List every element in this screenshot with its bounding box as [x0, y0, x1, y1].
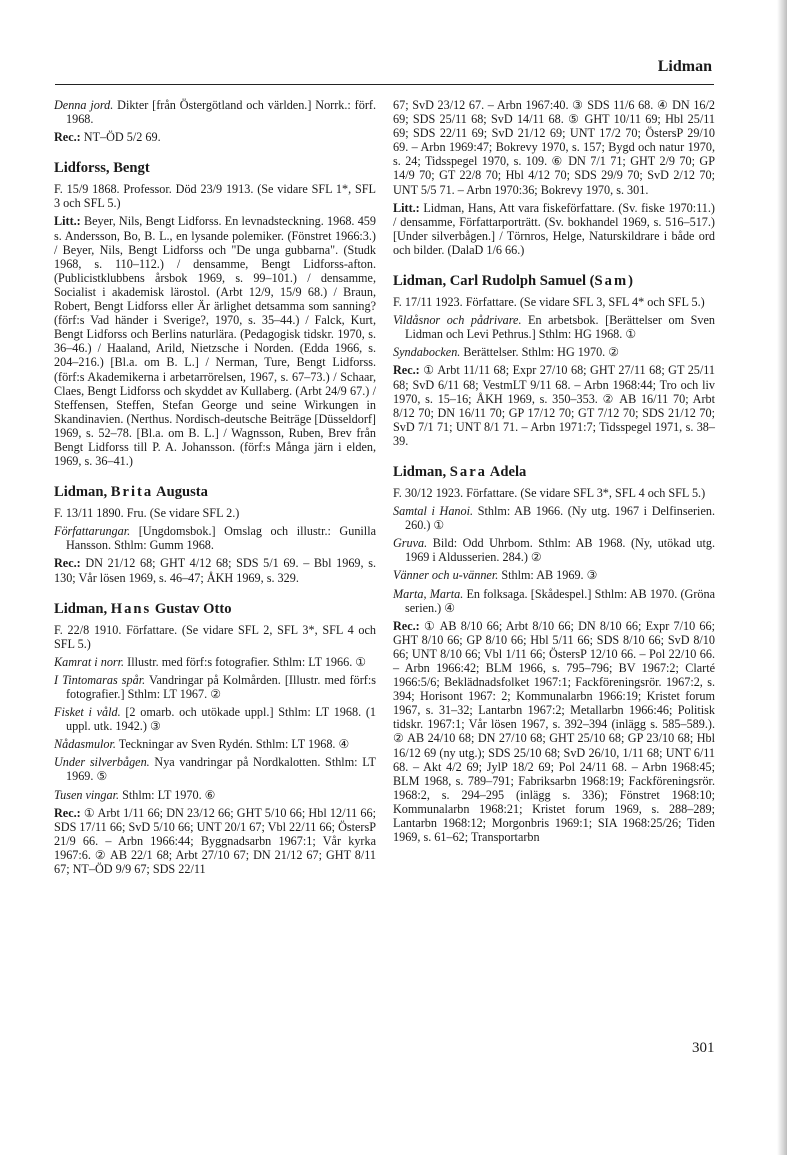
work-entry: Syndabocken. Berättelser. Sthlm: HG 1970. ② [393, 345, 620, 360]
bio-line: F. 30/12 1923. Författare. (Se vidare SFL 3*, SFL 4 och SFL 5.) [393, 485, 706, 500]
bio-line: F. 15/9 1868. Professor. Död 23/9 1913. (Se vidare SFL 1*, SFL 3 och SFL 5.) [54, 182, 376, 211]
work-entry: Under silverbågen. Nya vandringar på Nordkalotten. Sthlm: LT 1969. ⑤ [54, 755, 376, 784]
bio-line: F. 13/11 1890. Fru. (Se vidare SFL 2.) [54, 506, 240, 521]
work-entry: Samtal i Hanoi. Sthlm: AB 1966. (Ny utg. 1967 i Delfinserien. 260.) ① [393, 504, 715, 533]
work-entry: Marta, Marta. En folksaga. [Skådespel.] Sthlm: AB 1970. (Gröna serien.) ④ [393, 586, 715, 615]
review-list: Rec.: ① AB 8/10 66; Arbt 8/10 66; DN 8/10 66; Expr 7/10 66; GHT 8/10 66; GP 8/10 66; Hbl 5/11 66; SDS 8/10 66; SvD 8/10 66; UNT 8/10 66; Vbl 1/11 66; ÖstersP 12/10 66. – Pol 22/10 66. – Arbn 1966:42; BLM 1966, s. 795–796; BV 1967:2; Clarté 1966:5/6; Beklädnadsfolket 1967:1; Fackföreningsrör. 1967:2, s. 394; Horisont 1967: 2; Kommunalarbn 1966:19; Kristet forum 1967, s. 31–32; Lantarbn 1967:2; Metallarbn 1966:46; Politisk tidskr. 1967:1; Vår lösen 1967, s. 392–394 (inlägg s. 585–589.). ② AB 24/10 68; DN 27/10 68; GHT 25/10 68; GP 23/10 68; Hbl 16/12 69 (ny utg.); SDS 25/10 68; SvD 26/10, 1/11 68; UNT 6/11 68. – Akt 4/2 69; JylP 18/2 69; Pol 24/11 68. – Arbn 1968:45; BLM 1968, s. 789–791; Fabriksarbn 1968:19; Fackföreningsrör. 1968:2, s. 294–295 (inlägg s. 336); Fönstret 1968:10; Kommunalarbn 1968:21; Kristet forum 1969, s. 288–289; Lantarbn 1968:12; Morgonbris 1969:1; SIA 1968:25/26; Tiden 1969, s. 61–62; Transportarbn [393, 618, 715, 845]
review-list: Rec.: ① Arbt 1/11 66; DN 23/12 66; GHT 5/10 66; Hbl 12/11 66; SDS 17/11 66; SvD 5/10 66; UNT 20/1 67; Vbl 22/11 66; ÖstersP 21/9 66. – Arbn 1966:44; Byggnadsarbn 1967:1; Vår kyrka 1967:6. ② AB 22/1 68; Arbt 27/10 67; DN 21/12 67; GHT 8/11 67; NT–ÖD 9/9 67; SDS 22/11 [54, 805, 376, 877]
left-column [54, 98, 376, 880]
work-entry: Kamrat i norr. Illustr. med förf:s fotografier. Sthlm: LT 1966. ① [54, 654, 367, 669]
work-entry: Vänner och u-vänner. Sthlm: AB 1969. ③ [393, 568, 598, 583]
work-entry: Tusen vingar. Sthlm: LT 1970. ⑥ [54, 787, 216, 802]
review-list: Rec.: NT–ÖD 5/2 69. [54, 130, 161, 145]
header-rule [55, 84, 714, 85]
work-entry: Denna jord. Dikter [från Östergötland och världen.] Norrk.: förf. 1968. [54, 98, 377, 127]
work-entry: Författarungar. [Ungdomsbok.] Omslag och illustr.: Gunilla Hansson. Sthlm: Gumm 1968. [54, 524, 376, 553]
right-column [393, 98, 715, 848]
page-number: 301 [692, 1040, 715, 1056]
entry-heading: Lidman, Carl Rudolph Samuel (Sam) [393, 273, 633, 290]
work-entry: Vildåsnor och pådrivare. En arbetsbok. [Berättelser om Sven Lidman och Levi Pethrus.] Sthlm: HG 1968. ① [393, 313, 715, 342]
review-list: Rec.: DN 21/12 68; GHT 4/12 68; SDS 5/1 69. – Bbl 1969, s. 130; Vår lösen 1969, s. 46–47; ÅKH 1969, s. 329. [54, 556, 376, 585]
entry-heading: Lidman, Sara Adela [393, 463, 527, 480]
entry-heading: Lidman, Hans Gustav Otto [54, 600, 232, 617]
literature-list: Litt.: Lidman, Hans, Att vara fiskeförfattare. (Sv. fiske 1970:11.) / densamme, Författarporträtt. (Sv. bokhandel 1969, s. 516–517.) [Under silverbågen.] / Törnros, Helge, Naturskildrare i både ord och bilder. (DalaD 1/6 66.) [393, 200, 715, 257]
review-list: Rec.: ① Arbt 11/11 68; Expr 27/10 68; GHT 27/11 68; GT 25/11 68; SvD 6/11 68; VestmLT 9/11 68. – Arbn 1968:44; Tro och liv 1970, s. 15–16; ÅKH 1969, s. 350–353. ② AB 16/11 70; Arbt 8/12 70; DN 16/11 70; GP 17/12 70; GT 7/12 70; SDS 21/12 70; SvD 7/1 71; UNT 8/1 71. – Arbn 1971:7; Tidsspegel 1971, s. 38–39. [393, 363, 715, 448]
literature-list: Litt.: Beyer, Nils, Bengt Lidforss. En levnadsteckning. 1968. 459 s. Andersson, Bo, B. L., en lysande polemiker. (Fönstret 1966:3.) / Beyer, Nils, Bengt Lidforss och "De unga gubbarna". (Studk 1968, s. 110–112.) / densamme, Bengt Lidforss-afton. (Publicistklubbens årsbok 1969, s. 99–101.) / densamme, Socialist i akademisk lärostol. (Arbt 12/9, 15/9 68.) / Braun, Robert, Bengt Lidforss eller Är ärlighet detsamma som sanning? (förf:s Vad händer i Sverige?, 1970, s. 35–44.) / Falck, Kurt, Bengt Lidforss och Berlins naturlära. (Pedagogisk tidskr. 1970, s. 36–46.) / Haaland, Arild, Nietzsche i Norden. (Edda 1966, s. 204–216.) [Bl.a. om B. L.] / Nerman, Ture, Bengt Lidforss. (förf:s Akademikerna i arbetarrörelsen, 1967, s. 67–73.) / Schaar, Claes, Bengt Lidforss och skyddet av Kullaberg. (Arbt 24/9 67.) / Steffensen, Steffen, Stefan George und seine Wirkungen in Skandinavien. (Nerthus. Nordisch-deutsche Beiträge [Düsseldorf] 1969, s. 52–78. [Bl.a. om B. L.] / Wagnsson, Ruben, Brev från Bengt Lidforss till P. A. Johansson. (förf:s Många järn i elden, 1969, s. 36–41.) [54, 214, 376, 469]
work-entry: Gruva. Bild: Odd Uhrbom. Sthlm: AB 1968. (Ny, utökad utg. 1969 i Aldusserien. 284.) ② [393, 536, 715, 565]
work-entry: Nådasmulor. Teckningar av Sven Rydén. Sthlm: LT 1968. ④ [54, 737, 350, 752]
entry-heading: Lidforss, Bengt [54, 160, 150, 177]
running-head: Lidman [657, 58, 712, 75]
bio-line: F. 17/11 1923. Författare. (Se vidare SFL 3, SFL 4* och SFL 5.) [393, 295, 705, 310]
bio-line: F. 22/8 1910. Författare. (Se vidare SFL 2, SFL 3*, SFL 4 och SFL 5.) [54, 622, 376, 651]
entry-heading: Lidman, Brita Augusta [54, 484, 208, 501]
work-entry: I Tintomaras spår. Vandringar på Kolmården. [Illustr. med förf:s fotografier.] Sthlm: LT 1967. ② [54, 672, 376, 701]
page-edge-shadow [777, 0, 787, 1155]
work-entry: Fisket i våld. [2 omarb. och utökade uppl.] Sthlm: LT 1968. (1 uppl. utk. 1942.) ③ [54, 705, 377, 734]
review-list-continued: 67; SvD 23/12 67. – Arbn 1967:40. ③ SDS 11/6 68. ④ DN 16/2 69; SDS 25/11 68; SvD 14/11 68. ⑤ GHT 10/11 69; Hbl 25/11 69; SDS 22/11 69; SvD 21/12 69; UNT 17/2 70; ÖstersP 29/10 69. – Arbn 1969:47; Bokrevy 1970, s. 157; Bygd och natur 1970, s. 24; Tidsspegel 1970, s. 109. ⑥ DN 7/1 71; GHT 2/9 70; GP 14/9 70; GT 22/8 70; Hbl 4/12 70; SDS 29/9 70; SvD 2/12 70; UNT 5/5 71. – Arbn 1970:36; Bokrevy 1970, s. 301. [393, 98, 715, 197]
